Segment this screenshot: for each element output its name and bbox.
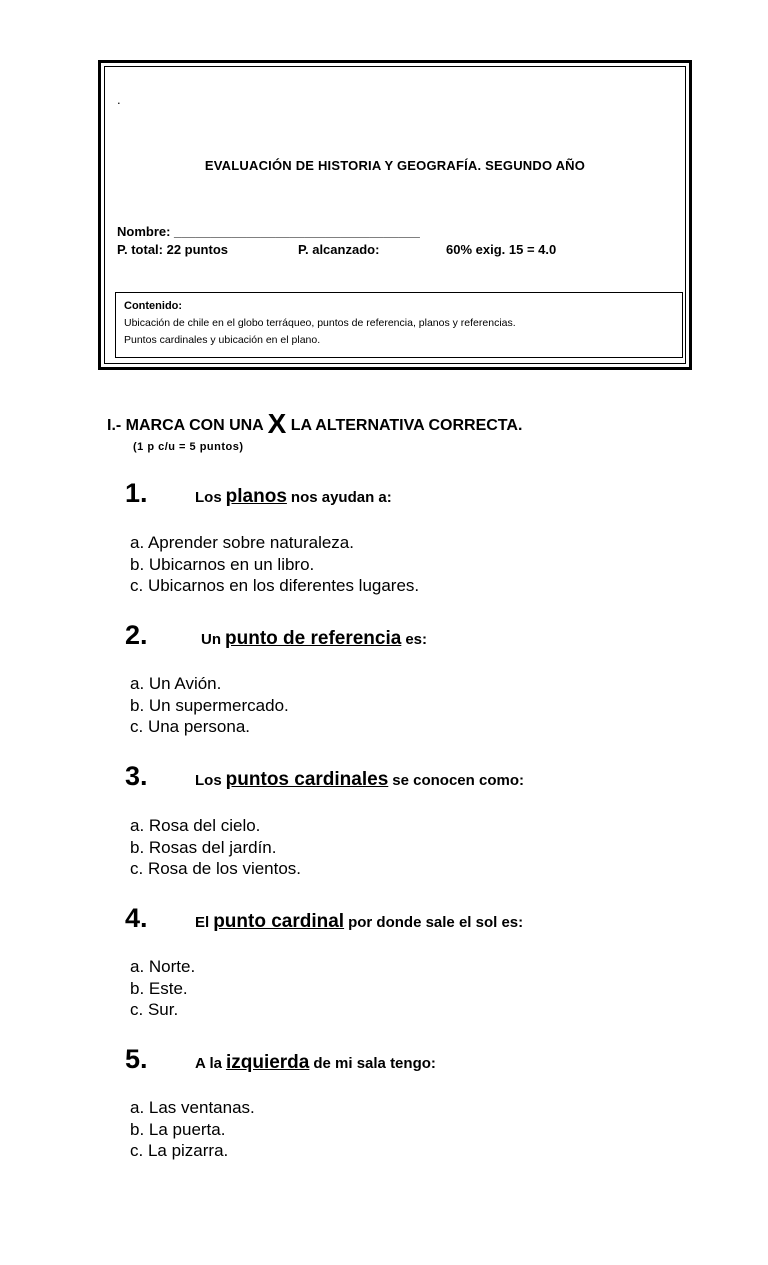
requirement: 60% exig. 15 = 4.0 [446, 242, 557, 257]
question-2 [125, 620, 427, 651]
question-3 [125, 761, 524, 792]
question-number: 5. [125, 1044, 148, 1074]
question-post: nos ayudan a: [290, 489, 392, 506]
options-2 [130, 673, 289, 738]
question-4 [125, 903, 523, 934]
question-post: es: [405, 631, 428, 648]
exam-title: EVALUACIÓN DE HISTORIA Y GEOGRAFÍA. SEGUNDO AÑO [204, 158, 586, 173]
option-a[interactable]: a. Las ventanas. [130, 1098, 255, 1117]
question-1 [125, 478, 392, 509]
name-field: Nombre: __________________________________ [117, 224, 420, 239]
header-inner-border [104, 66, 686, 364]
header-box [98, 60, 692, 370]
question-keyword: punto de referencia [225, 628, 402, 649]
question-pre: El [195, 914, 210, 931]
option-c[interactable]: c. Sur. [130, 1000, 179, 1019]
question-pre: Los [195, 772, 222, 789]
question-post: por donde sale el sol es: [348, 914, 524, 931]
options-5 [130, 1097, 255, 1162]
content-line-1: Ubicación de chile en el globo terráqueo, puntos de referencia, planos y referencias. [124, 317, 516, 329]
option-c[interactable]: c. La pizarra. [130, 1141, 229, 1160]
content-box [115, 292, 683, 358]
section-suffix: LA ALTERNATIVA CORRECTA. [286, 417, 523, 434]
options-4 [130, 956, 195, 1021]
question-keyword: planos [225, 486, 287, 507]
option-a[interactable]: a. Un Avión. [130, 674, 222, 693]
option-a[interactable]: a. Rosa del cielo. [130, 816, 261, 835]
section-prefix: I.- MARCA CON UNA [107, 417, 268, 434]
question-pre: Un [201, 631, 221, 648]
content-title: Contenido: [124, 300, 183, 312]
option-b[interactable]: b. Rosas del jardín. [130, 837, 277, 857]
question-5 [125, 1044, 436, 1075]
options-1 [130, 532, 419, 597]
score-line [117, 242, 556, 257]
option-b[interactable]: b. Este. [130, 978, 188, 998]
question-keyword: puntos cardinales [225, 769, 389, 790]
total-points: P. total: 22 puntos [117, 242, 228, 257]
content-line-2: Puntos cardinales y ubicación en el plano. [124, 334, 321, 346]
option-b[interactable]: b. La puerta. [130, 1119, 226, 1139]
question-number: 3. [125, 761, 148, 791]
option-c[interactable]: c. Una persona. [130, 717, 251, 736]
question-post: de mi sala tengo: [313, 1055, 436, 1072]
question-post: se conocen como: [392, 772, 524, 789]
option-b[interactable]: b. Un supermercado. [130, 695, 289, 715]
option-a[interactable]: a. Norte. [130, 957, 196, 976]
question-number: 2. [125, 620, 148, 650]
header-dot: . [117, 92, 121, 107]
question-pre: Los [195, 489, 222, 506]
option-c[interactable]: c. Ubicarnos en los diferentes lugares. [130, 576, 420, 595]
option-c[interactable]: c. Rosa de los vientos. [130, 859, 302, 878]
section-heading [107, 408, 522, 440]
question-keyword: izquierda [225, 1052, 310, 1073]
question-pre: A la [195, 1055, 222, 1072]
question-number: 4. [125, 903, 148, 933]
section-x: X [267, 408, 287, 439]
options-3 [130, 815, 301, 880]
section-points: (1 p c/u = 5 puntos) [133, 441, 244, 453]
question-number: 1. [125, 478, 148, 508]
option-a[interactable]: a. Aprender sobre naturaleza. [130, 533, 354, 552]
question-keyword: punto cardinal [213, 911, 345, 932]
option-b[interactable]: b. Ubicarnos en un libro. [130, 554, 315, 574]
reached-points: P. alcanzado: [298, 242, 380, 257]
